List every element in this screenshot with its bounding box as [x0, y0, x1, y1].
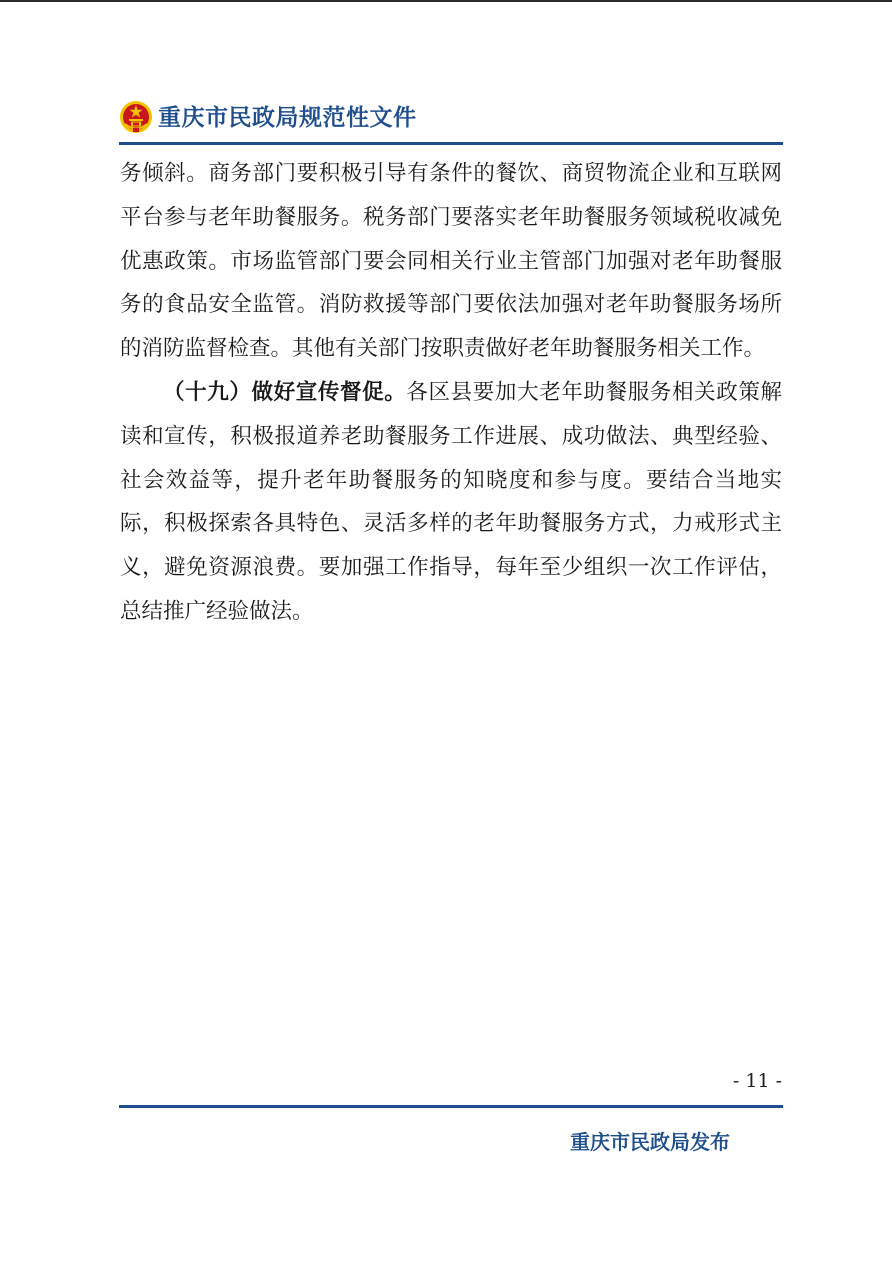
footer-divider: [119, 1105, 783, 1108]
footer-publisher: 重庆市民政局发布: [570, 1130, 730, 1154]
header-divider: [119, 142, 783, 145]
body-paragraph-1: 务倾斜。商务部门要积极引导有条件的餐饮、商贸物流企业和互联网平台参与老年助餐服务。税务部门要落实老年助餐服务领域税收减免优惠政策。市场监管部门要会同相关行业主管部门加强对老年助餐服务的食品安全监管。消防救援等部门要依法加强对老年助餐服务场所的消防监督检查。其他有关部门按职责做好老年助餐服务相关工作。: [120, 161, 782, 362]
body-paragraph-2-text: 各区县要加大老年助餐服务相关政策解读和宣传，积极报道养老助餐服务工作进展、成功做法、典型经验、社会效益等，提升老年助餐服务的知晓度和参与度。要结合当地实际，积极探索各具特色、灵活多样的老年助餐服务方式，力戒形式主义，避免资源浪费。要加强工作指导，每年至少组织一次工作评估，总结推广经验做法。: [120, 379, 782, 624]
national-emblem-icon: [119, 100, 153, 134]
page-number: - 11 -: [732, 1070, 782, 1092]
document-header: [119, 98, 783, 138]
document-body: [120, 152, 782, 634]
top-border-line: [0, 0, 892, 2]
header-title: 重庆市民政局规范性文件: [158, 105, 417, 131]
section-heading-19: （十九）做好宣传督促。: [163, 379, 407, 405]
body-paragraph-2: [120, 371, 782, 634]
